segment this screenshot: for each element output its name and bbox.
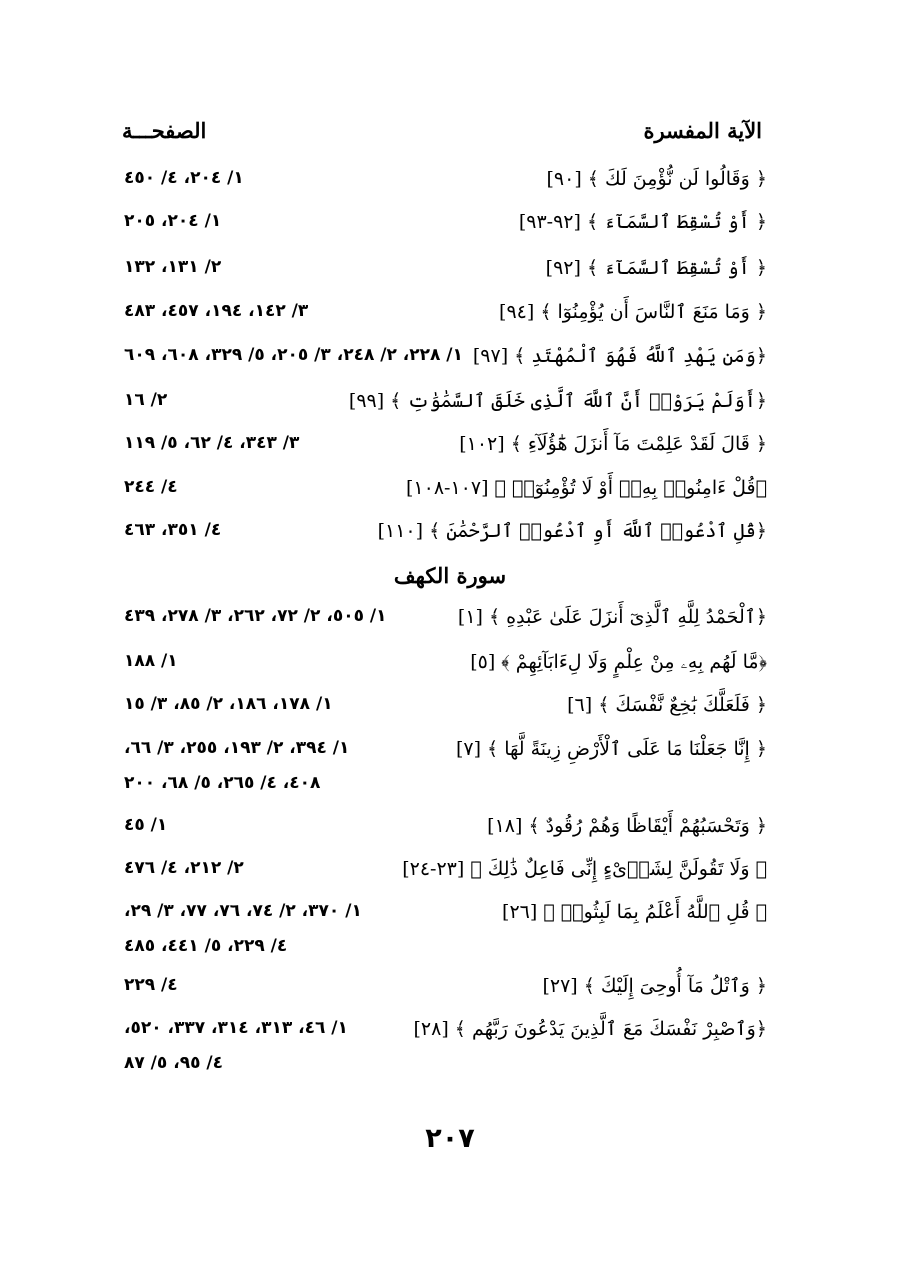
- page-references: [124, 651, 178, 671]
- page-reference-line: ٢/ ١٣١، ١٣٢: [124, 257, 222, 277]
- page-references: [124, 390, 167, 410]
- page-column-header: الصفحـــة: [122, 118, 207, 143]
- verse-text: ﴿وَٱصْبِرْ نَفْسَكَ مَعَ ٱلَّذِينَ يَدْعُونَ رَبَّهُم ﴾ [٢٨]: [413, 1018, 767, 1040]
- page-references: [124, 738, 349, 793]
- verse-text: ﴿قُلِ ٱدْعُوا۟ ٱللَّهَ أَوِ ٱدْعُوا۟ ٱلرَّحْمَٰنَ ﴾ [١١٠]: [377, 520, 767, 542]
- page-number: ٢٠٧: [425, 1123, 475, 1154]
- page-references: [124, 901, 362, 956]
- page-reference-line: ١/ ٢٢٨، ٢/ ٢٤٨، ٣/ ٢٠٥، ٥/ ٣٢٩، ٦٠٨، ٦٠٩: [124, 345, 463, 365]
- verse-text: ﴿قُلْ ءَامِنُوا۟ بِهِۦٓ أَوْ لَا تُؤْمِنُوٓا۟ ﴾ [١٠٧-١٠٨]: [405, 477, 767, 499]
- page-reference-line: ٣/ ١٤٢، ١٩٤، ٤٥٧، ٤٨٣: [124, 301, 309, 321]
- page-references: [124, 858, 244, 878]
- page-references: [124, 694, 333, 714]
- page-references: [124, 345, 463, 365]
- page-references: [124, 477, 178, 497]
- verse-text: ﴿ قُلِ ٱللَّهُ أَعْلَمُ بِمَا لَبِثُوا۟ ﴾ [٢٦]: [502, 901, 767, 923]
- page-reference-line: ٤/ ٢٢٩، ٥/ ٤٤١، ٤٨٥: [124, 936, 288, 956]
- verse-text: ﴿ٱلْحَمْدُ لِلَّهِ ٱلَّذِىٓ أَنزَلَ عَلَىٰ عَبْدِهِ ﴾ [١]: [457, 606, 767, 628]
- verse-text: ﴿ أَوْ تُسْقِطَ ٱلسَّمَآءَ ﴾ [٩٢]: [545, 257, 767, 279]
- page-references: [124, 1018, 348, 1073]
- page-references: [124, 606, 386, 626]
- verse-text: ﴿ وَلَا تَقُولَنَّ لِشَا۟ىْءٍ إِنِّى فَاعِلٌ ذَٰلِكَ ﴾ [٢٣-٢٤]: [402, 858, 767, 880]
- verse-text: ﴿أَوَلَمْ يَرَوْا۟ أَنَّ ٱللَّهَ ٱلَّذِى خَلَقَ ٱلسَّمَٰوَٰتِ ﴾ [٩٩]: [348, 390, 767, 412]
- verse-text: ﴿ وَمَا مَنَعَ ٱلنَّاسَ أَن يُؤْمِنُوٓا ﴾ [٩٤]: [499, 301, 767, 323]
- page-references: [124, 257, 221, 277]
- page-reference-line: ١/ ١٨٨: [124, 651, 178, 671]
- verse-text: ﴿ وَقَالُوا لَن نُّؤْمِنَ لَكَ ﴾ [٩٠]: [546, 168, 767, 190]
- page-reference-line: ١/ ١٧٨، ١٨٦، ٢/ ٨٥، ٣/ ١٥: [124, 694, 333, 714]
- surah-heading: سورة الكهف: [393, 563, 507, 588]
- page-reference-line: ١/ ٣٧٠، ٢/ ٧٤، ٧٦، ٧٧، ٣/ ٢٩،: [124, 901, 362, 921]
- verse-text: ﴿مَّا لَهُم بِهِۦ مِنْ عِلْمٍ وَلَا لِءَابَآئِهِمْ ﴾ [٥]: [470, 651, 767, 673]
- page-references: [124, 433, 299, 453]
- page-reference-line: ٤/ ٣٥١، ٤٦٣: [124, 520, 222, 540]
- page-references: [124, 168, 244, 188]
- page-reference-line: ٢/ ١٦: [124, 390, 168, 410]
- page-reference-line: ٤/ ٢٢٩: [124, 975, 178, 995]
- page-reference-line: ٢/ ٢١٢، ٤/ ٤٧٦: [124, 858, 244, 878]
- page-reference-line: ١/ ٣٩٤، ٢/ ١٩٣، ٢٥٥، ٣/ ٦٦،: [124, 738, 350, 758]
- page-reference-line: ٤٠٨، ٤/ ٢٦٥، ٥/ ٦٨، ٢٠٠: [124, 773, 321, 793]
- page-references: [124, 815, 167, 835]
- page-reference-line: ١/ ٤٦، ٣١٣، ٣١٤، ٣٣٧، ٥٢٠،: [124, 1018, 348, 1038]
- page-references: [124, 975, 178, 995]
- verse-text: ﴿ وَتَحْسَبُهُمْ أَيْقَاظًا وَهُمْ رُقُودٌ ﴾ [١٨]: [487, 815, 767, 837]
- page-reference-line: ٣/ ٣٤٣، ٤/ ٦٢، ٥/ ١١٩: [124, 433, 300, 453]
- page-references: [124, 301, 308, 321]
- page-reference-line: ١/ ٥٠٥، ٢/ ٧٢، ٢٦٢، ٣/ ٢٧٨، ٤٣٩: [124, 606, 387, 626]
- verse-text: ﴿ إِنَّا جَعَلْنَا مَا عَلَى ٱلْأَرْضِ زِينَةً لَّهَا ﴾ [٧]: [455, 738, 767, 760]
- page-reference-line: ١/ ٢٠٤، ٢٠٥: [124, 211, 222, 231]
- page-reference-line: ١/ ٤٥: [124, 815, 168, 835]
- page-reference-line: ٤/ ٩٥، ٥/ ٨٧: [124, 1053, 223, 1073]
- page-reference-line: ١/ ٢٠٤، ٤/ ٤٥٠: [124, 168, 244, 188]
- verse-text: ﴿وَمَن يَهْدِ ٱللَّهُ فَهُوَ ٱلْمُهْتَدِ ﴾ [٩٧]: [472, 345, 767, 367]
- page-references: [124, 211, 221, 231]
- verse-text: ﴿ فَلَعَلَّكَ بَٰخِعٌ نَّفْسَكَ ﴾ [٦]: [567, 694, 767, 716]
- page-references: [124, 520, 221, 540]
- verse-text: ﴿ أَوْ تُسْقِطَ ٱلسَّمَآءَ ﴾ [٩٢-٩٣]: [518, 211, 767, 233]
- verse-text: ﴿ وَٱتْلُ مَآ أُوحِىَ إِلَيْكَ ﴾ [٢٧]: [542, 975, 767, 997]
- verse-column-header: الآية المفسرة: [643, 118, 762, 143]
- page-reference-line: ٤/ ٢٤٤: [124, 477, 178, 497]
- verse-text: ﴿ قَالَ لَقَدْ عَلِمْتَ مَآ أَنزَلَ هَٰٓؤُلَآءِ ﴾ [١٠٢]: [459, 433, 767, 455]
